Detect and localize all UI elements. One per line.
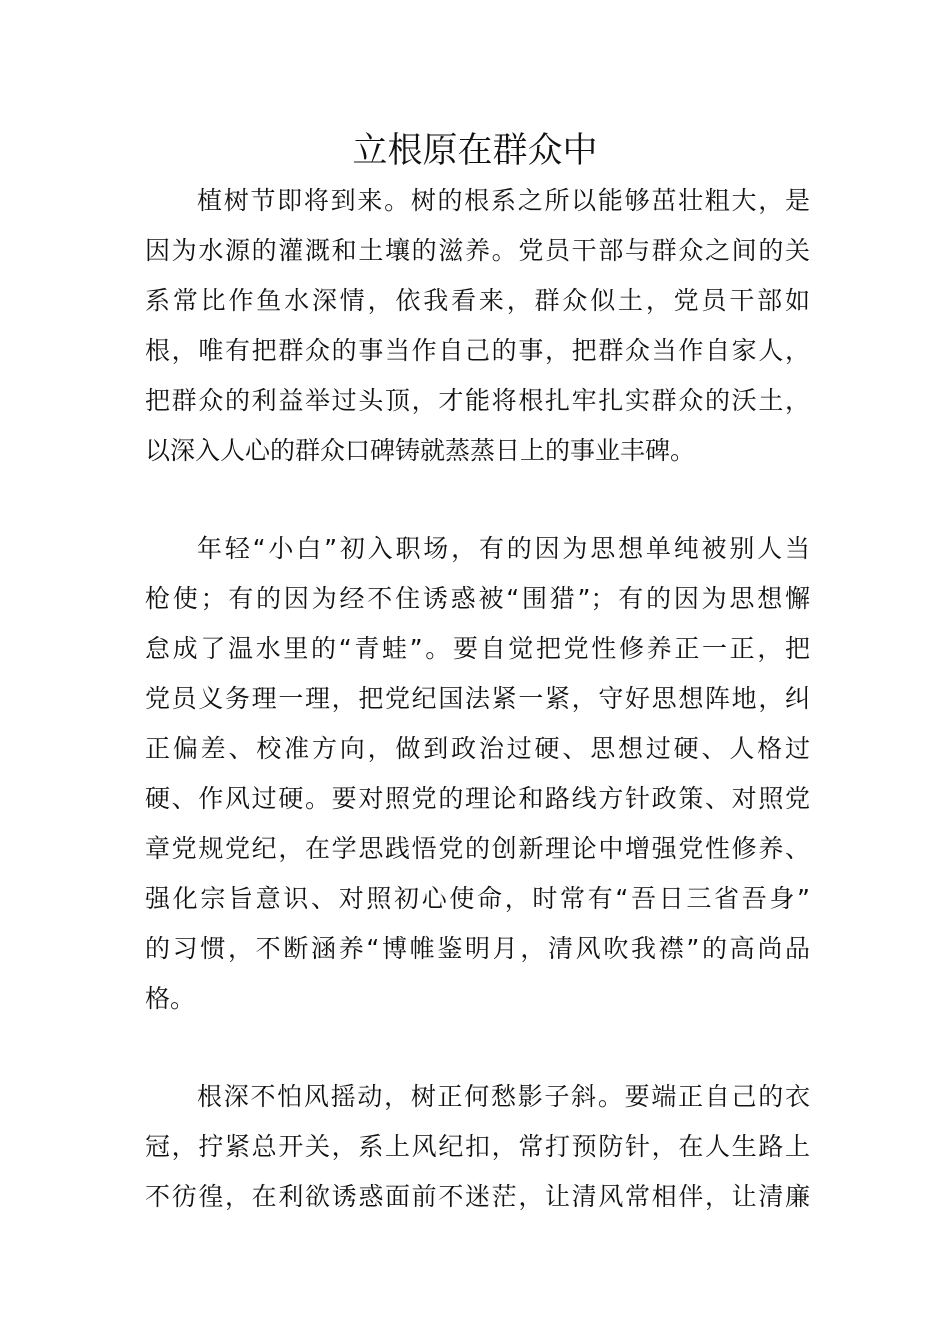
paragraph-line: 的习惯，不断涵养“博帷鉴明月，清风吹我襟”的高尚品	[145, 934, 810, 963]
paragraph-line: 因为水源的灌溉和土壤的滋养。党员干部与群众之间的关	[145, 236, 810, 265]
paragraph-line: 格。	[145, 984, 196, 1013]
paragraph-3	[145, 1072, 810, 1222]
paragraph-line: 不彷徨，在利欲诱惑面前不迷茫，让清风常相伴，让清廉	[145, 1182, 810, 1211]
paragraph-line: 根深不怕风摇动，树正何愁影子斜。要端正自己的衣	[197, 1082, 810, 1111]
paragraph-line: 植树节即将到来。树的根系之所以能够茁壮粗大，是	[197, 186, 810, 215]
paragraph-line: 冠，拧紧总开关，系上风纪扣，常打预防针，在人生路上	[145, 1132, 810, 1161]
document-title: 立根原在群众中	[352, 131, 598, 171]
paragraph-line: 硬、作风过硬。要对照党的理论和路线方针政策、对照党	[145, 784, 810, 813]
paragraph-line: 枪使；有的因为经不住诱惑被“围猎”；有的因为思想懈	[145, 584, 810, 613]
paragraph-line: 党员义务理一理，把党纪国法紧一紧，守好思想阵地，纠	[145, 684, 810, 713]
paragraph-line: 强化宗旨意识、对照初心使命，时常有“吾日三省吾身”	[145, 884, 810, 913]
paragraph-line: 章党规党纪，在学思践悟党的创新理论中增强党性修养、	[145, 834, 810, 863]
paragraph-line: 怠成了温水里的“青蛙”。要自觉把党性修养正一正，把	[145, 634, 810, 663]
paragraph-line: 正偏差、校准方向，做到政治过硬、思想过硬、人格过	[145, 734, 810, 763]
paragraph-1	[145, 176, 810, 476]
paragraph-line: 系常比作鱼水深情，依我看来，群众似土，党员干部如	[145, 286, 810, 315]
paragraph-2	[145, 524, 810, 1024]
paragraph-line: 把群众的利益举过头顶，才能将根扎牢扎实群众的沃土，	[145, 386, 810, 415]
paragraph-line: 根，唯有把群众的事当作自己的事，把群众当作自家人，	[145, 336, 810, 365]
paragraph-line: 年轻“小白”初入职场，有的因为思想单纯被别人当	[197, 534, 810, 563]
paragraph-line: 以深入人心的群众口碑铸就蒸蒸日上的事业丰碑。	[145, 436, 696, 465]
